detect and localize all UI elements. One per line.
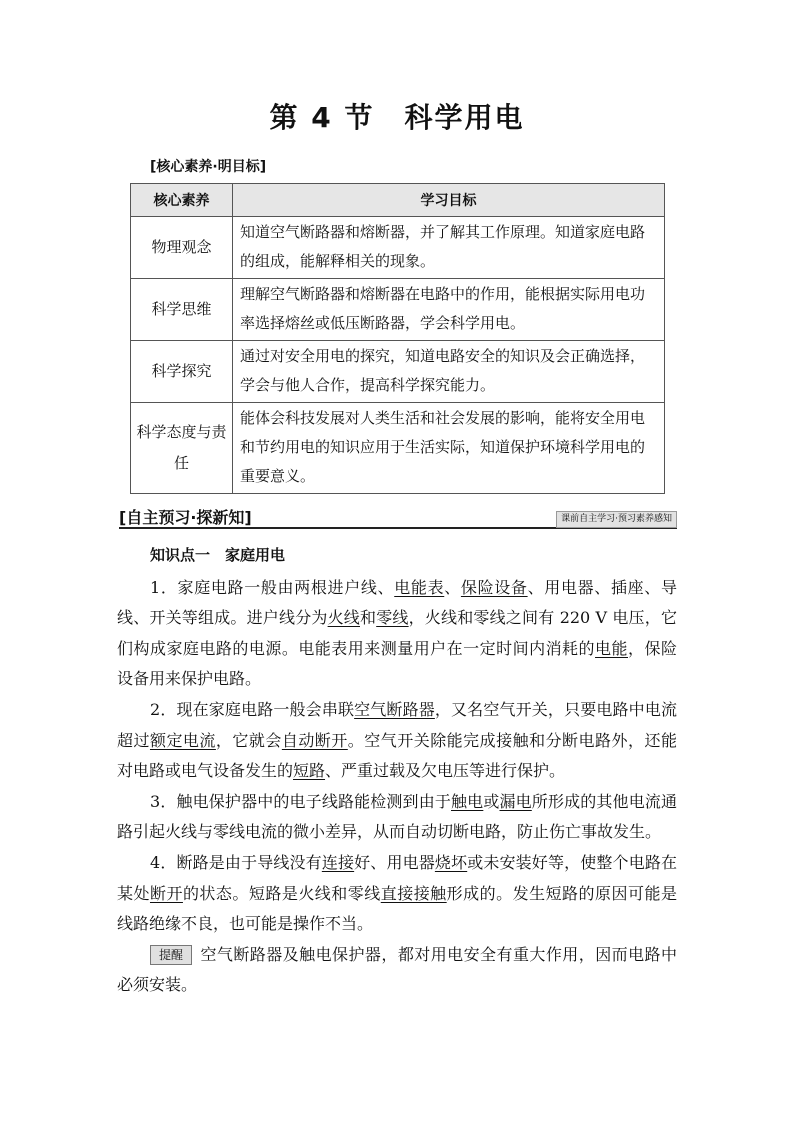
literacy-cell: 物理观念: [131, 217, 233, 279]
paragraph-2: [117, 695, 677, 787]
table-row: [131, 217, 665, 279]
section-title: [自主预习·探新知]: [119, 508, 252, 527]
section-tag: 课前自主学习·预习素养感知: [556, 511, 677, 528]
underlined-term: 电能: [595, 638, 628, 658]
text-segment: 、: [444, 577, 461, 597]
goal-cell: 知道空气断路器和熔断器，并了解其工作原理。知道家庭电路的组成，能解释相关的现象。: [233, 217, 665, 279]
text-segment: ，又名空气开关，只要电路中电流超过: [117, 699, 677, 750]
knowledge-heading: 知识点一 家庭用电: [150, 546, 286, 564]
text-segment: 所形成的其他电流通路引起火线与零线电流的微小差异，从而自动切断电路，防止伤亡事故发生。: [117, 791, 677, 842]
goal-cell: 理解空气断路器和熔断器在电路中的作用，能根据实际用电功率选择熔丝或低压断路器，学会科学用电。: [233, 279, 665, 341]
underlined-term: 连接: [321, 852, 355, 872]
text-segment: ，火线和零线之间有 220 V 电压，它们构成家庭电路的电源。电能表用来测量用户在一定时间内消耗的: [117, 608, 677, 658]
text-segment: ，它就会: [215, 730, 282, 750]
underlined-term: 电能表: [394, 577, 445, 597]
content-body: [117, 540, 677, 1001]
text-segment: 或未安装好等，使整个电路在某处: [117, 852, 677, 903]
goals-table: [130, 183, 665, 494]
underlined-term: 零线: [376, 608, 409, 628]
literacy-cell: 科学态度与责任: [131, 403, 233, 494]
table-row: [131, 341, 665, 403]
text-segment: ，保险设备用来保护电路。: [117, 638, 677, 689]
text-segment: 。空气开关除能完成接触和分断电路外，还能对电路或电气设备发生的: [117, 730, 677, 781]
underlined-term: 保险设备: [460, 577, 528, 597]
text-segment: 或: [483, 791, 500, 811]
tip-badge: 提醒: [150, 945, 192, 965]
text-segment: 、用电器、插座、导线、开关等组成。进户线分为: [117, 577, 677, 628]
underlined-term: 触电: [451, 791, 484, 811]
underlined-term: 直接接触: [380, 883, 447, 903]
text-segment: 3．触电保护器中的电子线路能检测到由于: [150, 791, 452, 811]
text-segment: 形成的。发生短路的原因可能是线路绝缘不良，也可能是操作不当。: [117, 883, 677, 934]
text-segment: 和: [360, 608, 377, 628]
goal-cell: 通过对安全用电的探究，知道电路安全的知识及会正确选择，学会与他人合作，提高科学探究能力。: [233, 341, 665, 403]
text-segment: 的状态。短路是火线和零线: [182, 883, 381, 903]
header-goal: 学习目标: [233, 184, 665, 217]
table-header-row: [131, 184, 665, 217]
section-header: [119, 505, 677, 529]
literacy-cell: 科学思维: [131, 279, 233, 341]
underlined-term: 短路: [293, 761, 326, 781]
header-literacy: 核心素养: [131, 184, 233, 217]
goal-cell: 能体会科技发展对人类生活和社会发展的影响，能将安全用电和节约用电的知识应用于生活实际，知道保护环境科学用电的重要意义。: [233, 403, 665, 494]
underlined-term: 空气断路器: [354, 699, 435, 719]
tip-paragraph: [117, 940, 677, 1001]
text-segment: 2．现在家庭电路一般会串联: [150, 699, 355, 719]
underlined-term: 漏电: [499, 791, 532, 811]
goal-label: [核心素养·明目标]: [150, 159, 267, 175]
literacy-cell: 科学探究: [131, 341, 233, 403]
underlined-term: 火线: [327, 608, 360, 628]
text-segment: 1．家庭电路一般由两根进户线、: [150, 577, 395, 597]
page-title: 第 4 节 科学用电: [269, 101, 525, 134]
underlined-term: 自动断开: [281, 730, 348, 750]
text-segment: 、严重过载及欠电压等进行保护。: [325, 761, 566, 781]
underlined-term: 断开: [149, 883, 183, 903]
tip-text: 空气断路器及触电保护器，都对用电安全有重大作用，因而电路中必须安装。: [117, 944, 677, 995]
paragraph-4: [117, 848, 677, 940]
paragraph-1: [117, 573, 677, 695]
underlined-term: 烧坏: [434, 852, 468, 872]
table-row: [131, 403, 665, 494]
text-segment: 好、用电器: [354, 852, 435, 872]
paragraph-3: [117, 787, 677, 848]
text-segment: 4．断路是由于导线没有: [150, 852, 322, 872]
underlined-term: 额定电流: [149, 730, 216, 750]
table-row: [131, 279, 665, 341]
